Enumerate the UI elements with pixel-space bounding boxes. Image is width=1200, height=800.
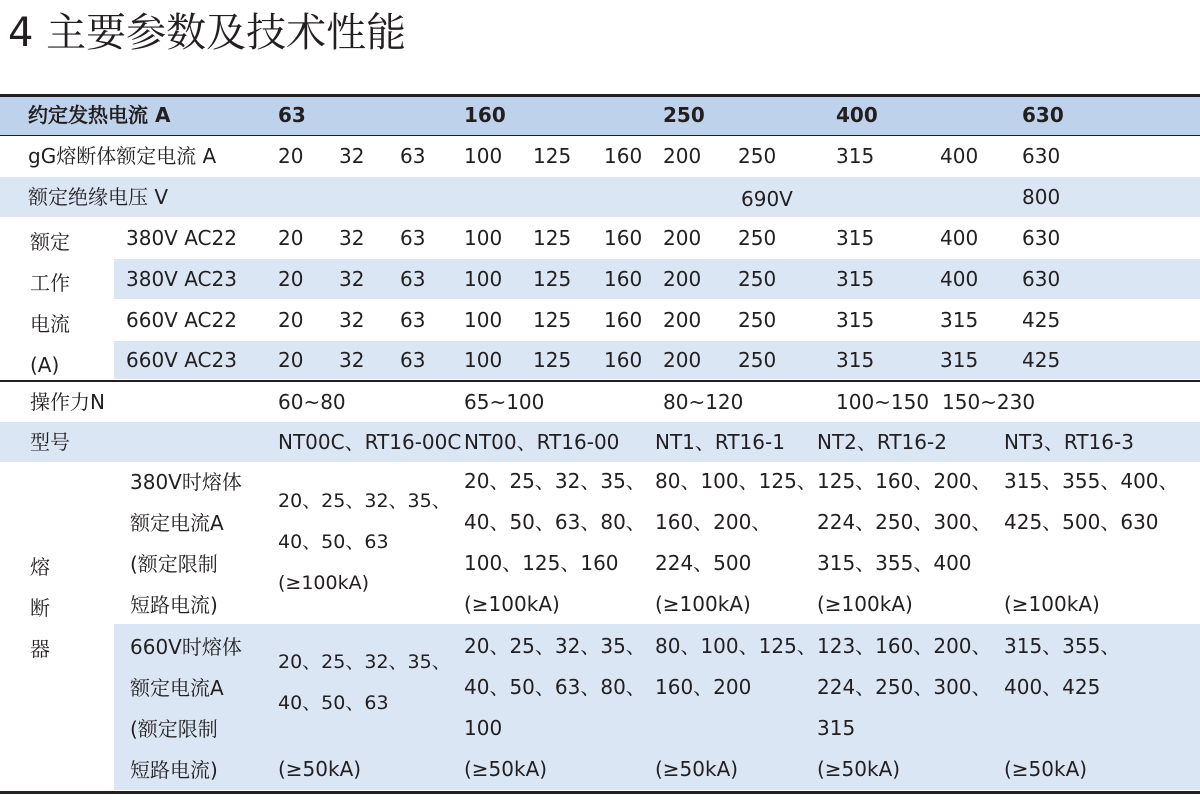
header-label: 约定发热电流 A [28, 103, 171, 127]
table-cell: 400 [940, 226, 979, 250]
header-value-63: 63 [278, 103, 306, 127]
table-cell: 200 [663, 308, 702, 332]
rated-group-label-line: 额定 [30, 230, 70, 254]
table-cell: NT2、RT16-2 [817, 430, 947, 454]
table-cell: 250 [738, 267, 777, 291]
force-label: 操作力N [30, 390, 105, 414]
fuse-660-cell: 20、25、32、35、 [464, 634, 646, 658]
table-cell: 60~80 [278, 390, 346, 414]
insulation-value-main: 690V [741, 187, 793, 211]
table-cell: 200 [663, 348, 702, 372]
table-cell: 20 [278, 308, 304, 332]
fuse-380-cell: 20、25、32、35、 [278, 490, 451, 512]
fuse-380-cell: (≥100kA) [1004, 592, 1100, 616]
page-title: 4 主要参数及技术性能 [8, 10, 407, 56]
table-cell: 250 [738, 308, 777, 332]
table-cell: 160 [604, 226, 643, 250]
fuse-660-cell: 20、25、32、35、 [278, 651, 451, 673]
rule-top [0, 94, 1200, 97]
rated-row-label: 380V AC23 [126, 267, 237, 291]
table-cell: 32 [339, 348, 365, 372]
table-cell: 150~230 [942, 390, 1036, 414]
table-cell: 250 [738, 348, 777, 372]
fuse-660-cell: (≥50kA) [655, 757, 739, 781]
rule-mid [0, 380, 1200, 382]
fuse-380-label-line: 短路电流) [130, 593, 218, 617]
table-cell: 200 [663, 267, 702, 291]
insulation-band [0, 177, 1200, 217]
fuse-380-cell: 224、500 [655, 551, 752, 575]
table-cell: 100 [464, 308, 503, 332]
fuse-380-cell: (≥100kA) [655, 592, 751, 616]
table-cell: NT00、RT16-00 [464, 430, 620, 454]
table-cell: 315 [836, 267, 875, 291]
fuse-660-cell: 224、250、300、 [817, 675, 992, 699]
table-cell: 63 [400, 144, 426, 168]
table-cell: NT00C、RT16-00C [278, 430, 462, 454]
table-cell: 20 [278, 348, 304, 372]
table-cell: 160 [604, 144, 643, 168]
fuse-380-cell: (≥100kA) [817, 592, 913, 616]
table-cell: 250 [738, 226, 777, 250]
table-cell: 32 [339, 226, 365, 250]
header-value-630: 630 [1022, 103, 1064, 127]
fuse-380-cell: 315、355、400 [817, 551, 972, 575]
fuse-660-cell: (≥50kA) [1004, 757, 1088, 781]
rated-row-label: 380V AC22 [126, 226, 237, 250]
table-cell: 315 [836, 226, 875, 250]
table-cell: 32 [339, 144, 365, 168]
table-cell: 20 [278, 144, 304, 168]
fuse-380-cell: 315、355、400、 [1004, 469, 1179, 493]
table-cell: 100 [464, 144, 503, 168]
fuse-380-cell: 40、50、63、80、 [464, 510, 646, 534]
fuse-380-label-line: 额定电流A [130, 511, 224, 535]
fuse-660-cell: 40、50、63、80、 [464, 675, 646, 699]
fuse-660-label-line: 660V时熔体 [130, 635, 242, 659]
fuse-660-cell: 40、50、63 [278, 692, 389, 714]
header-value-250: 250 [663, 103, 705, 127]
table-cell: 100 [464, 267, 503, 291]
fuse-660-label-line: (额定限制 [130, 717, 218, 741]
table-cell: 32 [339, 267, 365, 291]
rated-group-label-line: 工作 [30, 271, 70, 295]
table-cell: 315 [836, 348, 875, 372]
table-cell: 400 [940, 144, 979, 168]
fuse-label-line: 断 [30, 596, 50, 620]
fuse-380-cell: 100、125、160 [464, 551, 619, 575]
table-cell: 400 [940, 267, 979, 291]
fuse-660-cell: (≥50kA) [464, 757, 548, 781]
fuse-380-label-line: (额定限制 [130, 552, 218, 576]
table-cell: NT1、RT16-1 [655, 430, 785, 454]
rated-group-label-line: 电流 [30, 312, 70, 336]
fuse-660-label-line: 额定电流A [130, 676, 224, 700]
table-cell: 100 [464, 348, 503, 372]
fuse-380-cell: (≥100kA) [278, 572, 370, 594]
table-cell: 315 [940, 308, 979, 332]
fuse-380-cell: 80、100、125、 [655, 469, 817, 493]
table-cell: 630 [1022, 144, 1061, 168]
gg-label: gG熔断体额定电流 A [28, 144, 217, 168]
table-cell: 100 [464, 226, 503, 250]
fuse-label-line: 器 [30, 637, 50, 661]
table-cell: 125 [533, 267, 572, 291]
rated-group-label-line: (A) [30, 353, 60, 377]
fuse-label-line: 熔 [30, 555, 50, 579]
fuse-660-cell: (≥50kA) [817, 757, 901, 781]
fuse-380-label-line: 380V时熔体 [130, 470, 242, 494]
model-label: 型号 [30, 430, 70, 454]
fuse-660-cell: 400、425 [1004, 675, 1101, 699]
table-cell: 315 [836, 308, 875, 332]
rule-bottom [0, 791, 1200, 794]
insulation-value-last: 800 [1022, 185, 1061, 209]
fuse-380-cell: 224、250、300、 [817, 510, 992, 534]
fuse-380-cell: 125、160、200、 [817, 469, 992, 493]
table-cell: 160 [604, 267, 643, 291]
fuse-380-cell: 40、50、63 [278, 531, 389, 553]
fuse-660-cell: (≥50kA) [278, 757, 362, 781]
header-value-160: 160 [464, 103, 506, 127]
fuse-660-cell: 160、200 [655, 675, 752, 699]
rated-row-label: 660V AC23 [126, 348, 237, 372]
rated-row-label: 660V AC22 [126, 308, 237, 332]
table-cell: 160 [604, 308, 643, 332]
fuse-660-label-line: 短路电流) [130, 758, 218, 782]
table-cell: 63 [400, 308, 426, 332]
table-cell: 65~100 [464, 390, 545, 414]
header-value-400: 400 [836, 103, 878, 127]
table-cell: 160 [604, 348, 643, 372]
header-band [0, 97, 1200, 135]
rule-header [0, 135, 1200, 136]
fuse-660-cell: 80、100、125、 [655, 634, 817, 658]
table-cell: 63 [400, 267, 426, 291]
fuse-380-cell: (≥100kA) [464, 592, 560, 616]
table-cell: NT3、RT16-3 [1004, 430, 1134, 454]
fuse-380-cell: 160、200、 [655, 510, 772, 534]
table-cell: 425 [1022, 308, 1061, 332]
fuse-660-cell: 315、355、 [1004, 634, 1121, 658]
table-cell: 250 [738, 144, 777, 168]
table-cell: 20 [278, 226, 304, 250]
table-cell: 80~120 [663, 390, 744, 414]
table-cell: 20 [278, 267, 304, 291]
table-cell: 200 [663, 144, 702, 168]
table-cell: 100~150 [836, 390, 930, 414]
insulation-label: 额定绝缘电压 V [28, 185, 169, 209]
table-cell: 630 [1022, 267, 1061, 291]
table-cell: 63 [400, 348, 426, 372]
table-cell: 630 [1022, 226, 1061, 250]
table-cell: 125 [533, 308, 572, 332]
fuse-660-cell: 123、160、200、 [817, 634, 992, 658]
fuse-660-cell: 100 [464, 716, 503, 740]
table-cell: 315 [836, 144, 875, 168]
table-cell: 315 [940, 348, 979, 372]
fuse-660-cell: 315 [817, 716, 856, 740]
fuse-380-cell: 20、25、32、35、 [464, 469, 646, 493]
table-cell: 200 [663, 226, 702, 250]
fuse-380-cell: 425、500、630 [1004, 510, 1159, 534]
table-cell: 63 [400, 226, 426, 250]
table-cell: 425 [1022, 348, 1061, 372]
table-cell: 125 [533, 348, 572, 372]
table-cell: 125 [533, 226, 572, 250]
table-cell: 32 [339, 308, 365, 332]
table-cell: 125 [533, 144, 572, 168]
